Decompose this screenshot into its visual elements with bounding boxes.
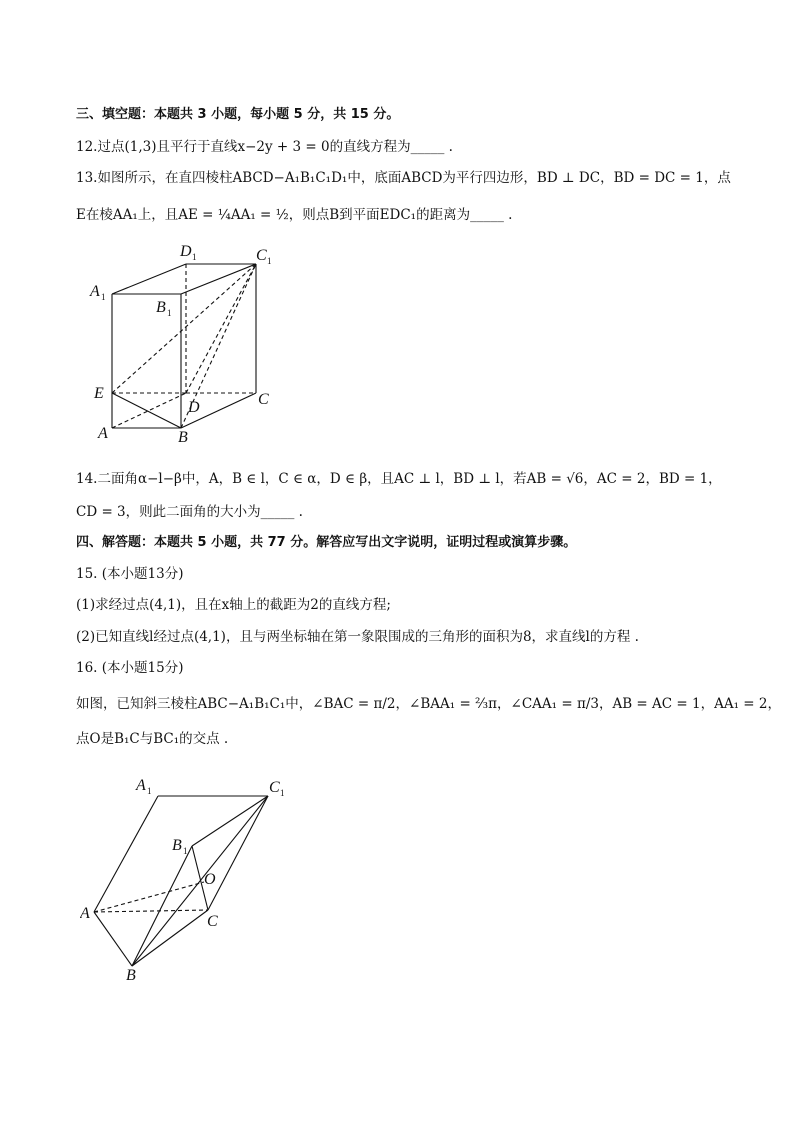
question-12: 12.过点(1,3)且平行于直线x−2y + 3 = 0的直线方程为_____ . [76, 139, 453, 155]
label-B1-sub: 1 [167, 308, 172, 318]
label-A1: A [136, 777, 146, 794]
question-15-part-1: (1)求经过点(4,1)，且在x轴上的截距为2的直线方程; [76, 597, 391, 613]
label-A1-sub: 1 [147, 786, 152, 796]
label-B: B [126, 967, 136, 984]
label-O: O [204, 871, 216, 888]
question-15-heading: 15. (本小题13分) [76, 566, 184, 582]
label-D: D [188, 399, 200, 416]
question-16-line-2: 点O是B₁C与BC₁的交点 . [76, 731, 229, 747]
label-D1-sub: 1 [192, 252, 197, 262]
label-B: B [178, 429, 188, 446]
question-15-part-2: (2)已知直线l经过点(4,1)，且与两坐标轴在第一象限围成的三角形的面积为8，求直线l的方程 . [76, 629, 639, 645]
section-4-heading: 四、解答题：本题共 5 小题，共 77 分。解答应写出文字说明，证明过程或演算步骤。 [76, 535, 577, 550]
label-C1-sub: 1 [280, 788, 285, 798]
figure-prism-abcd [86, 238, 286, 452]
label-C: C [207, 913, 218, 930]
label-C1: C [256, 247, 267, 264]
section-3-heading: 三、填空题：本题共 3 小题，每小题 5 分，共 15 分。 [76, 107, 400, 122]
label-B1-sub: 1 [183, 846, 188, 856]
question-14-line-2: CD = 3，则此二面角的大小为_____ . [76, 504, 303, 520]
label-B1: B [156, 299, 166, 316]
label-B1: B [172, 837, 182, 854]
label-A1: A [90, 283, 100, 300]
label-A1-sub: 1 [101, 292, 106, 302]
label-E: E [94, 385, 104, 402]
label-C1: C [269, 779, 280, 796]
question-16-heading: 16. (本小题15分) [76, 660, 184, 676]
figure-triangular-prism [80, 770, 295, 989]
label-C1-sub: 1 [267, 256, 272, 266]
label-A: A [98, 425, 108, 442]
question-13-line-2: E在棱AA₁上，且AE = ¼AA₁ = ½，则点B到平面EDC₁的距离为_____ . [76, 207, 513, 223]
question-13-line-1: 13.如图所示，在直四棱柱ABCD−A₁B₁C₁D₁中，底面ABCD为平行四边形，BD ⊥ DC，BD = DC = 1，点 [76, 170, 731, 186]
label-D1: D [180, 243, 192, 260]
label-C: C [258, 391, 269, 408]
label-A: A [80, 905, 90, 922]
question-14-line-1: 14.二面角α−l−β中，A，B ∈ l，C ∈ α，D ∈ β，且AC ⊥ l，BD ⊥ l，若AB = √6，AC = 2，BD = 1， [76, 471, 722, 487]
question-16-line-1: 如图，已知斜三棱柱ABC−A₁B₁C₁中，∠BAC = π/2，∠BAA₁ = ⅔π，∠CAA₁ = π/3，AB = AC = 1，AA₁ = 2， [76, 696, 781, 712]
